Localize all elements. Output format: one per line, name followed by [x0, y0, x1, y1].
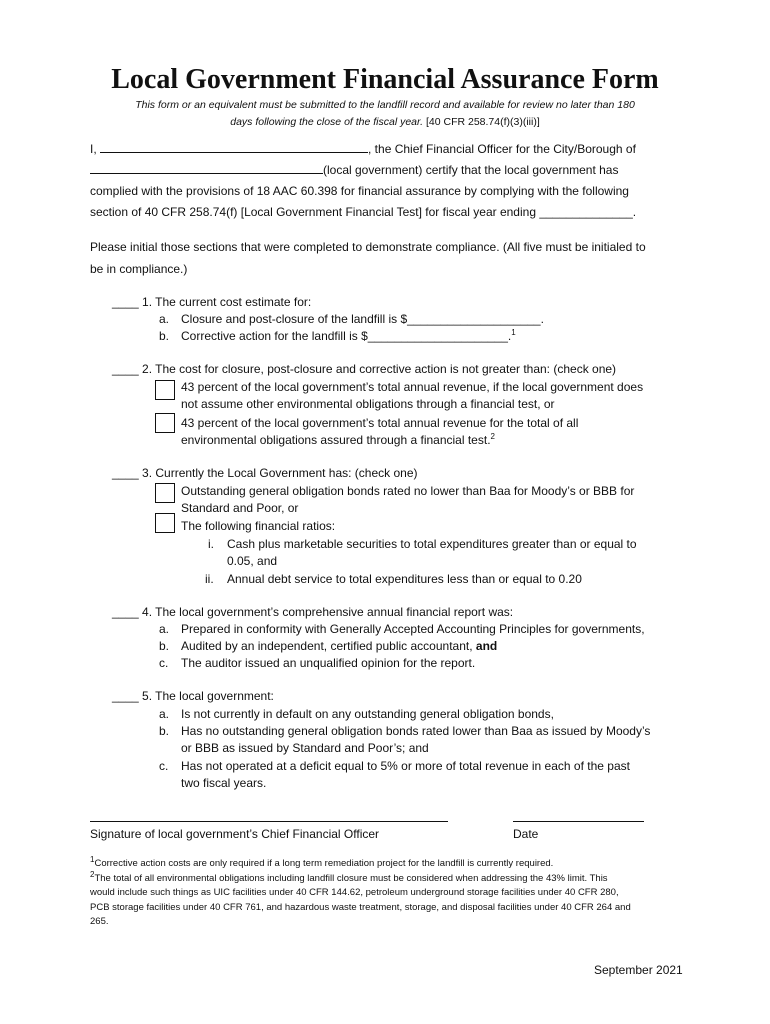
section-5-heading: ____ 5. The local government:	[112, 689, 274, 703]
section-2-heading: ____ 2. The cost for closure, post-closure and corrective action is not greater than: (check one)	[112, 362, 617, 376]
footnote-1	[90, 856, 553, 871]
subtitle-line-2	[0, 116, 770, 128]
local-government-field[interactable]	[90, 162, 323, 174]
section-4-b-and: and	[475, 639, 498, 653]
section-5-c-label: c.	[159, 759, 169, 773]
section-3-ii-text: Annual debt service to total expenditures less than or equal to 0.20	[227, 572, 582, 586]
section-1-a-label: a.	[159, 312, 170, 326]
section-3-i-label: i.	[208, 537, 214, 551]
section-4-heading: ____ 4. The local government’s comprehensive annual financial report was:	[112, 605, 514, 619]
section-5-c-line-2: two fiscal years.	[181, 776, 267, 790]
section-5-a-text: Is not currently in default on any outstanding general obligation bonds,	[181, 707, 554, 721]
section-2-option-1-line-2: not assume other environmental obligations through a financial test, or	[181, 397, 555, 411]
signature-line[interactable]	[90, 821, 448, 822]
section-2-option-1-line-1: 43 percent of the local government’s total annual revenue, if the local government does	[181, 380, 644, 394]
subtitle-line-1: This form or an equivalent must be submitted to the landfill record and available for review no later than 180	[135, 99, 635, 111]
footnote-2-line-4: 265.	[90, 916, 109, 927]
section-4-b	[181, 638, 497, 654]
section-4-b-text: Audited by an independent, certified public accountant,	[181, 639, 473, 653]
instructions-line-2: be in compliance.)	[90, 262, 188, 276]
section-2-option-2-text: environmental obligations assured through a financial test.	[181, 433, 491, 447]
instructions-line-1: Please initial those sections that were completed to demonstrate compliance. (All five must be initialed to	[90, 240, 646, 254]
section-1-b-label: b.	[159, 329, 170, 343]
section-4-c-text: The auditor issued an unqualified opinion for the report.	[181, 656, 476, 670]
section-5-b-line-2: or BBB as issued by Standard and Poor’s; and	[181, 741, 429, 755]
section-2-option-1-checkbox[interactable]	[155, 380, 175, 400]
date-label: Date	[513, 827, 539, 841]
section-3-heading: ____ 3. Currently the Local Government has: (check one)	[112, 466, 418, 480]
section-2-option-2-line-1: 43 percent of the local government’s total annual revenue for the total of all	[181, 416, 579, 430]
footnote-ref-1: 1	[511, 328, 516, 337]
section-1-heading: ____ 1. The current cost estimate for:	[112, 295, 312, 309]
section-2-option-2-line-2	[181, 432, 495, 448]
section-3-option-2-checkbox[interactable]	[155, 513, 175, 533]
section-3-option-1-line-2: Standard and Poor, or	[181, 501, 299, 515]
cert-line-2-text: (local government) certify that the local government has	[323, 163, 619, 177]
section-3-i-line-2: 0.05, and	[227, 554, 278, 568]
section-5-c-line-1: Has not operated at a deficit equal to 5% or more of total revenue in each of the past	[181, 759, 630, 773]
signature-label: Signature of local government’s Chief Financial Officer	[90, 827, 380, 841]
section-3-option-1-line-1: Outstanding general obligation bonds rated no lower than Baa for Moody’s or BBB for	[181, 484, 635, 498]
section-3-option-2-text: The following financial ratios:	[181, 519, 336, 533]
section-5-a-label: a.	[159, 707, 170, 721]
section-5-b-label: b.	[159, 724, 170, 738]
section-4-c-label: c.	[159, 656, 169, 670]
footnote-2-mark: 2	[90, 869, 95, 879]
cert-line-3: complied with the provisions of 18 AAC 60.398 for financial assurance by complying with the following	[90, 184, 629, 198]
cert-line-1-text: , the Chief Financial Officer for the City/Borough of	[368, 142, 636, 156]
footnote-2-line-2: would include such things as UIC facilities under 40 CFR 144.62, petroleum underground storage facilities under 40 CFR 280,	[90, 887, 619, 898]
cert-i: I,	[90, 142, 97, 156]
cert-line-4: section of 40 CFR 258.74(f) [Local Government Financial Test] for fiscal year ending ______________.	[90, 205, 637, 219]
date-line[interactable]	[513, 821, 644, 822]
footer-date: September 2021	[594, 963, 683, 977]
cert-line-1	[90, 141, 636, 157]
footnote-2-line-3: PCB storage facilities under 40 CFR 761, and hazardous waste treatment, storage, and disposal facilities under 40 CFR 264 and	[90, 902, 631, 913]
footnote-ref-2: 2	[490, 432, 495, 441]
footnote-1-mark: 1	[90, 854, 95, 864]
section-1-a-text[interactable]: Closure and post-closure of the landfill is $____________________.	[181, 312, 544, 326]
subtitle-text: days following the close of the fiscal year.	[230, 116, 424, 128]
form-title: Local Government Financial Assurance Form	[111, 64, 659, 95]
section-3-option-1-checkbox[interactable]	[155, 483, 175, 503]
subtitle-cfr-reference: [40 CFR 258.74(f)(3)(iii)]	[425, 116, 540, 128]
cert-line-2	[90, 162, 618, 178]
section-4-b-label: b.	[159, 639, 170, 653]
footnote-2-line-1	[90, 871, 608, 886]
section-4-a-label: a.	[159, 622, 170, 636]
section-5-b-line-1: Has no outstanding general obligation bonds rated lower than Baa as issued by Moody’s	[181, 724, 651, 738]
footnote-2-text-1: The total of all environmental obligations including landfill closure must be considered when addressing the 43% limit. This	[94, 873, 608, 884]
footnote-1-text: Corrective action costs are only required if a long term remediation project for the landfill is currently required.	[94, 858, 554, 869]
section-2-option-2-checkbox[interactable]	[155, 413, 175, 433]
section-1-b[interactable]	[181, 328, 516, 344]
section-4-a-text: Prepared in conformity with Generally Accepted Accounting Principles for governments,	[181, 622, 645, 636]
section-1-b-text: Corrective action for the landfill is $_____________________.	[181, 329, 512, 343]
section-3-ii-label: ii.	[205, 572, 214, 586]
cfo-name-field[interactable]	[100, 141, 368, 153]
section-3-i-line-1: Cash plus marketable securities to total expenditures greater than or equal to	[227, 537, 637, 551]
